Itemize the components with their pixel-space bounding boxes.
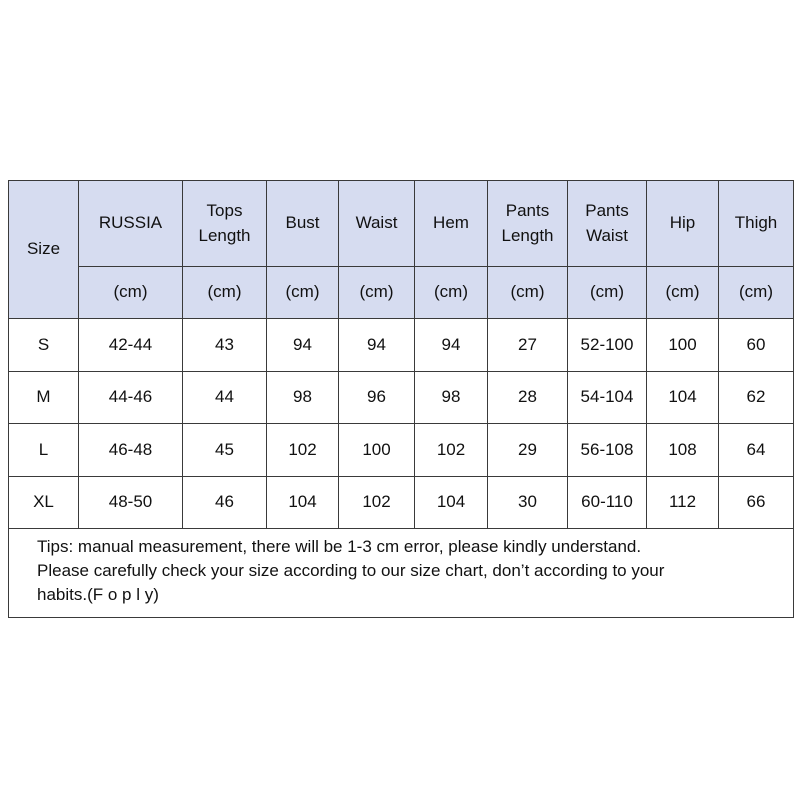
table-row bbox=[9, 476, 794, 529]
table-header bbox=[9, 181, 794, 319]
table-cell: 27 bbox=[488, 319, 568, 372]
header-label-line1: RUSSIA bbox=[98, 213, 163, 233]
table-cell: 48-50 bbox=[79, 476, 183, 529]
table-cell: 29 bbox=[488, 424, 568, 477]
table-cell: 30 bbox=[488, 476, 568, 529]
table-cell: 44-46 bbox=[79, 371, 183, 424]
header-unit: (cm) bbox=[339, 267, 415, 319]
header-hem bbox=[415, 181, 488, 267]
table-cell: 56-108 bbox=[568, 424, 647, 477]
header-label-line1: Pants bbox=[505, 201, 550, 221]
tips-row bbox=[9, 529, 794, 618]
table-cell: 60-110 bbox=[568, 476, 647, 529]
header-unit: (cm) bbox=[183, 267, 267, 319]
header-label-line2: Waist bbox=[586, 225, 628, 245]
size-chart-table bbox=[8, 180, 794, 618]
table-cell: 102 bbox=[415, 424, 488, 477]
header-hip bbox=[647, 181, 719, 267]
header-label-line2: Length bbox=[198, 225, 251, 245]
table-cell: 104 bbox=[267, 476, 339, 529]
header-label-line1: Thigh bbox=[734, 213, 778, 233]
header-tops-length bbox=[183, 181, 267, 267]
table-cell: 94 bbox=[415, 319, 488, 372]
header-label-line2: Length bbox=[501, 225, 554, 245]
table-cell: 46-48 bbox=[79, 424, 183, 477]
header-pants-waist bbox=[568, 181, 647, 267]
table-cell: 44 bbox=[183, 371, 267, 424]
table-cell: 66 bbox=[719, 476, 794, 529]
table-cell: 94 bbox=[339, 319, 415, 372]
table-cell: 43 bbox=[183, 319, 267, 372]
header-unit: (cm) bbox=[568, 267, 647, 319]
header-unit: (cm) bbox=[647, 267, 719, 319]
header-unit: (cm) bbox=[79, 267, 183, 319]
table-cell: 94 bbox=[267, 319, 339, 372]
table-cell: 96 bbox=[339, 371, 415, 424]
table-cell: 102 bbox=[267, 424, 339, 477]
table-row bbox=[9, 424, 794, 477]
table-cell: 98 bbox=[415, 371, 488, 424]
header-label-line1: Bust bbox=[285, 213, 320, 233]
header-waist bbox=[339, 181, 415, 267]
size-cell: XL bbox=[9, 476, 79, 529]
header-pants-length bbox=[488, 181, 568, 267]
table-cell: 60 bbox=[719, 319, 794, 372]
header-row-units bbox=[9, 267, 794, 319]
table-row bbox=[9, 319, 794, 372]
table-cell: 98 bbox=[267, 371, 339, 424]
table-cell: 102 bbox=[339, 476, 415, 529]
table-cell: 52-100 bbox=[568, 319, 647, 372]
tips-line: Tips: manual measurement, there will be 1-3 cm error, please kindly understand. bbox=[37, 537, 642, 556]
header-unit: (cm) bbox=[415, 267, 488, 319]
table-cell: 112 bbox=[647, 476, 719, 529]
table-cell: 46 bbox=[183, 476, 267, 529]
header-unit: (cm) bbox=[488, 267, 568, 319]
table-cell: 104 bbox=[647, 371, 719, 424]
tips-line: habits.(F o p l y) bbox=[37, 585, 159, 605]
table-cell: 64 bbox=[719, 424, 794, 477]
table-cell: 45 bbox=[183, 424, 267, 477]
header-bust bbox=[267, 181, 339, 267]
header-row-labels bbox=[9, 181, 794, 267]
table-cell: 62 bbox=[719, 371, 794, 424]
size-cell: S bbox=[9, 319, 79, 372]
table-cell: 100 bbox=[647, 319, 719, 372]
header-unit: (cm) bbox=[719, 267, 794, 319]
header-size: Size bbox=[9, 181, 79, 319]
header-label-line1: Pants bbox=[585, 201, 629, 221]
table-body bbox=[9, 319, 794, 618]
header-label-line1: Waist bbox=[355, 213, 398, 233]
table-cell: 104 bbox=[415, 476, 488, 529]
table-cell: 54-104 bbox=[568, 371, 647, 424]
header-russia bbox=[79, 181, 183, 267]
table-cell: 28 bbox=[488, 371, 568, 424]
table-cell: 108 bbox=[647, 424, 719, 477]
tips-note bbox=[9, 529, 794, 618]
tips-line: Please carefully check your size according to our size chart, don’t according to your bbox=[37, 561, 665, 581]
header-label-line1: Hem bbox=[433, 213, 469, 233]
header-unit: (cm) bbox=[267, 267, 339, 319]
header-label-line1: Hip bbox=[669, 213, 696, 233]
table-cell: 100 bbox=[339, 424, 415, 477]
size-cell: L bbox=[9, 424, 79, 477]
table-cell: 42-44 bbox=[79, 319, 183, 372]
size-cell: M bbox=[9, 371, 79, 424]
table-row bbox=[9, 371, 794, 424]
header-label-line1: Tops bbox=[206, 201, 243, 221]
header-thigh bbox=[719, 181, 794, 267]
